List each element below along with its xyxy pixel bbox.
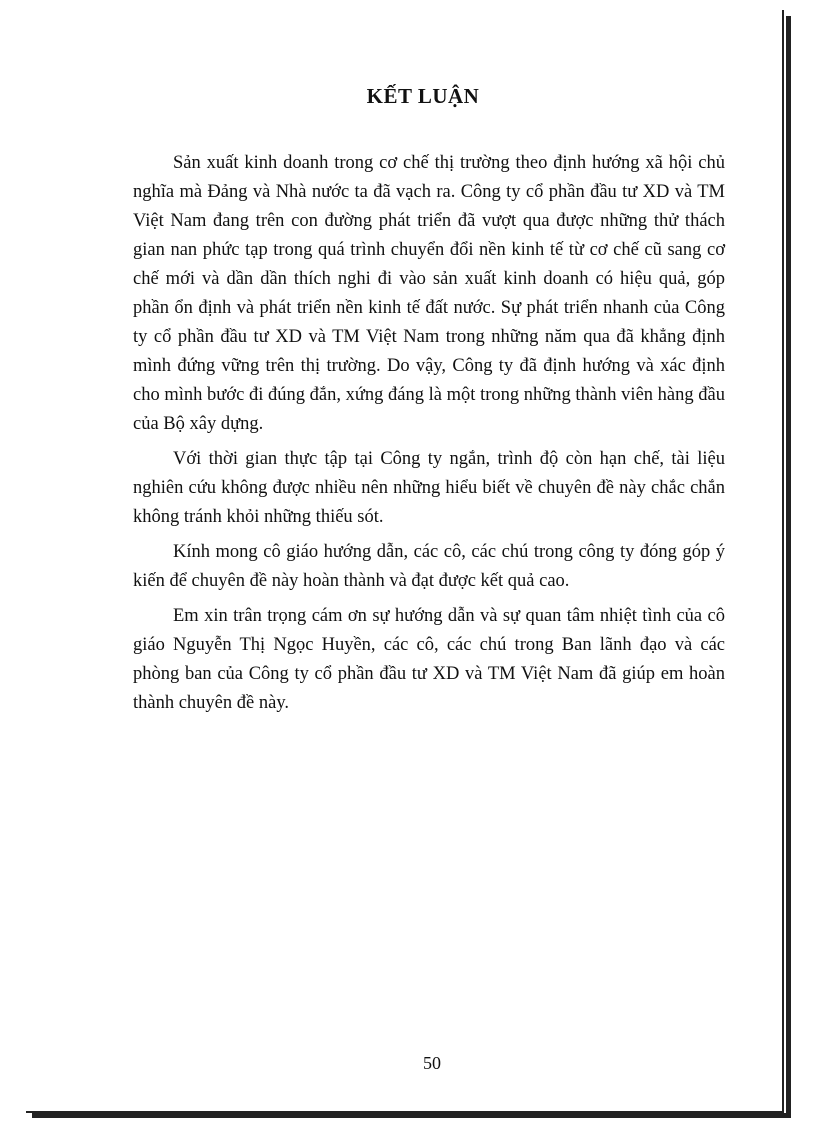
paragraph: Với thời gian thực tập tại Công ty ngắn, trình độ còn hạn chế, tài liệu nghiên cứu không được nhiều nên những hiểu biết về chuyên đề này chắc chắn không tránh khỏi những thiếu sót.: [133, 449, 725, 527]
paragraph: Sản xuất kinh doanh trong cơ chế thị trường theo định hướng xã hội chủ nghĩa mà Đảng và Nhà nước ta đã vạch ra. Công ty cổ phần đầu tư XD và TM Việt Nam đang trên con đường phát triển đã vượt qua được những thử thách gian nan phức tạp trong quá trình chuyển đổi nền kinh tế từ cơ chế cũ sang cơ chế mới và dần dần thích nghi đi vào sản xuất kinh doanh có hiệu quả, góp phần ổn định và phát triển nền kinh tế đất nước. Sự phát triển nhanh của Công ty cổ phần đầu tư XD và TM Việt Nam trong những năm qua đã khẳng định mình đứng vững trên thị trường. Do vậy, Công ty đã định hướng và xác định cho mình bước đi đúng đắn, xứng đáng là một trong những thành viên hàng đầu của Bộ xây dựng.: [133, 153, 725, 434]
page-number: 50: [423, 1053, 441, 1073]
paragraph: Em xin trân trọng cám ơn sự hướng dẫn và sự quan tâm nhiệt tình của cô giáo Nguyễn Thị Ngọc Huyền, các cô, các chú trong Ban lãnh đạo và các phòng ban của Công ty cổ phần đầu tư XD và TM Việt Nam đã giúp em hoàn thành chuyên đề này.: [133, 606, 725, 713]
page-border-shadow-right: [786, 16, 791, 1115]
page-title: KẾT LUẬN: [366, 84, 480, 108]
document-body: [133, 149, 725, 724]
page-border-shadow-bottom: [32, 1113, 791, 1118]
paragraph: Kính mong cô giáo hướng dẫn, các cô, các chú trong công ty đóng góp ý kiến để chuyên đề này hoàn thành và đạt được kết quả cao.: [133, 542, 725, 591]
